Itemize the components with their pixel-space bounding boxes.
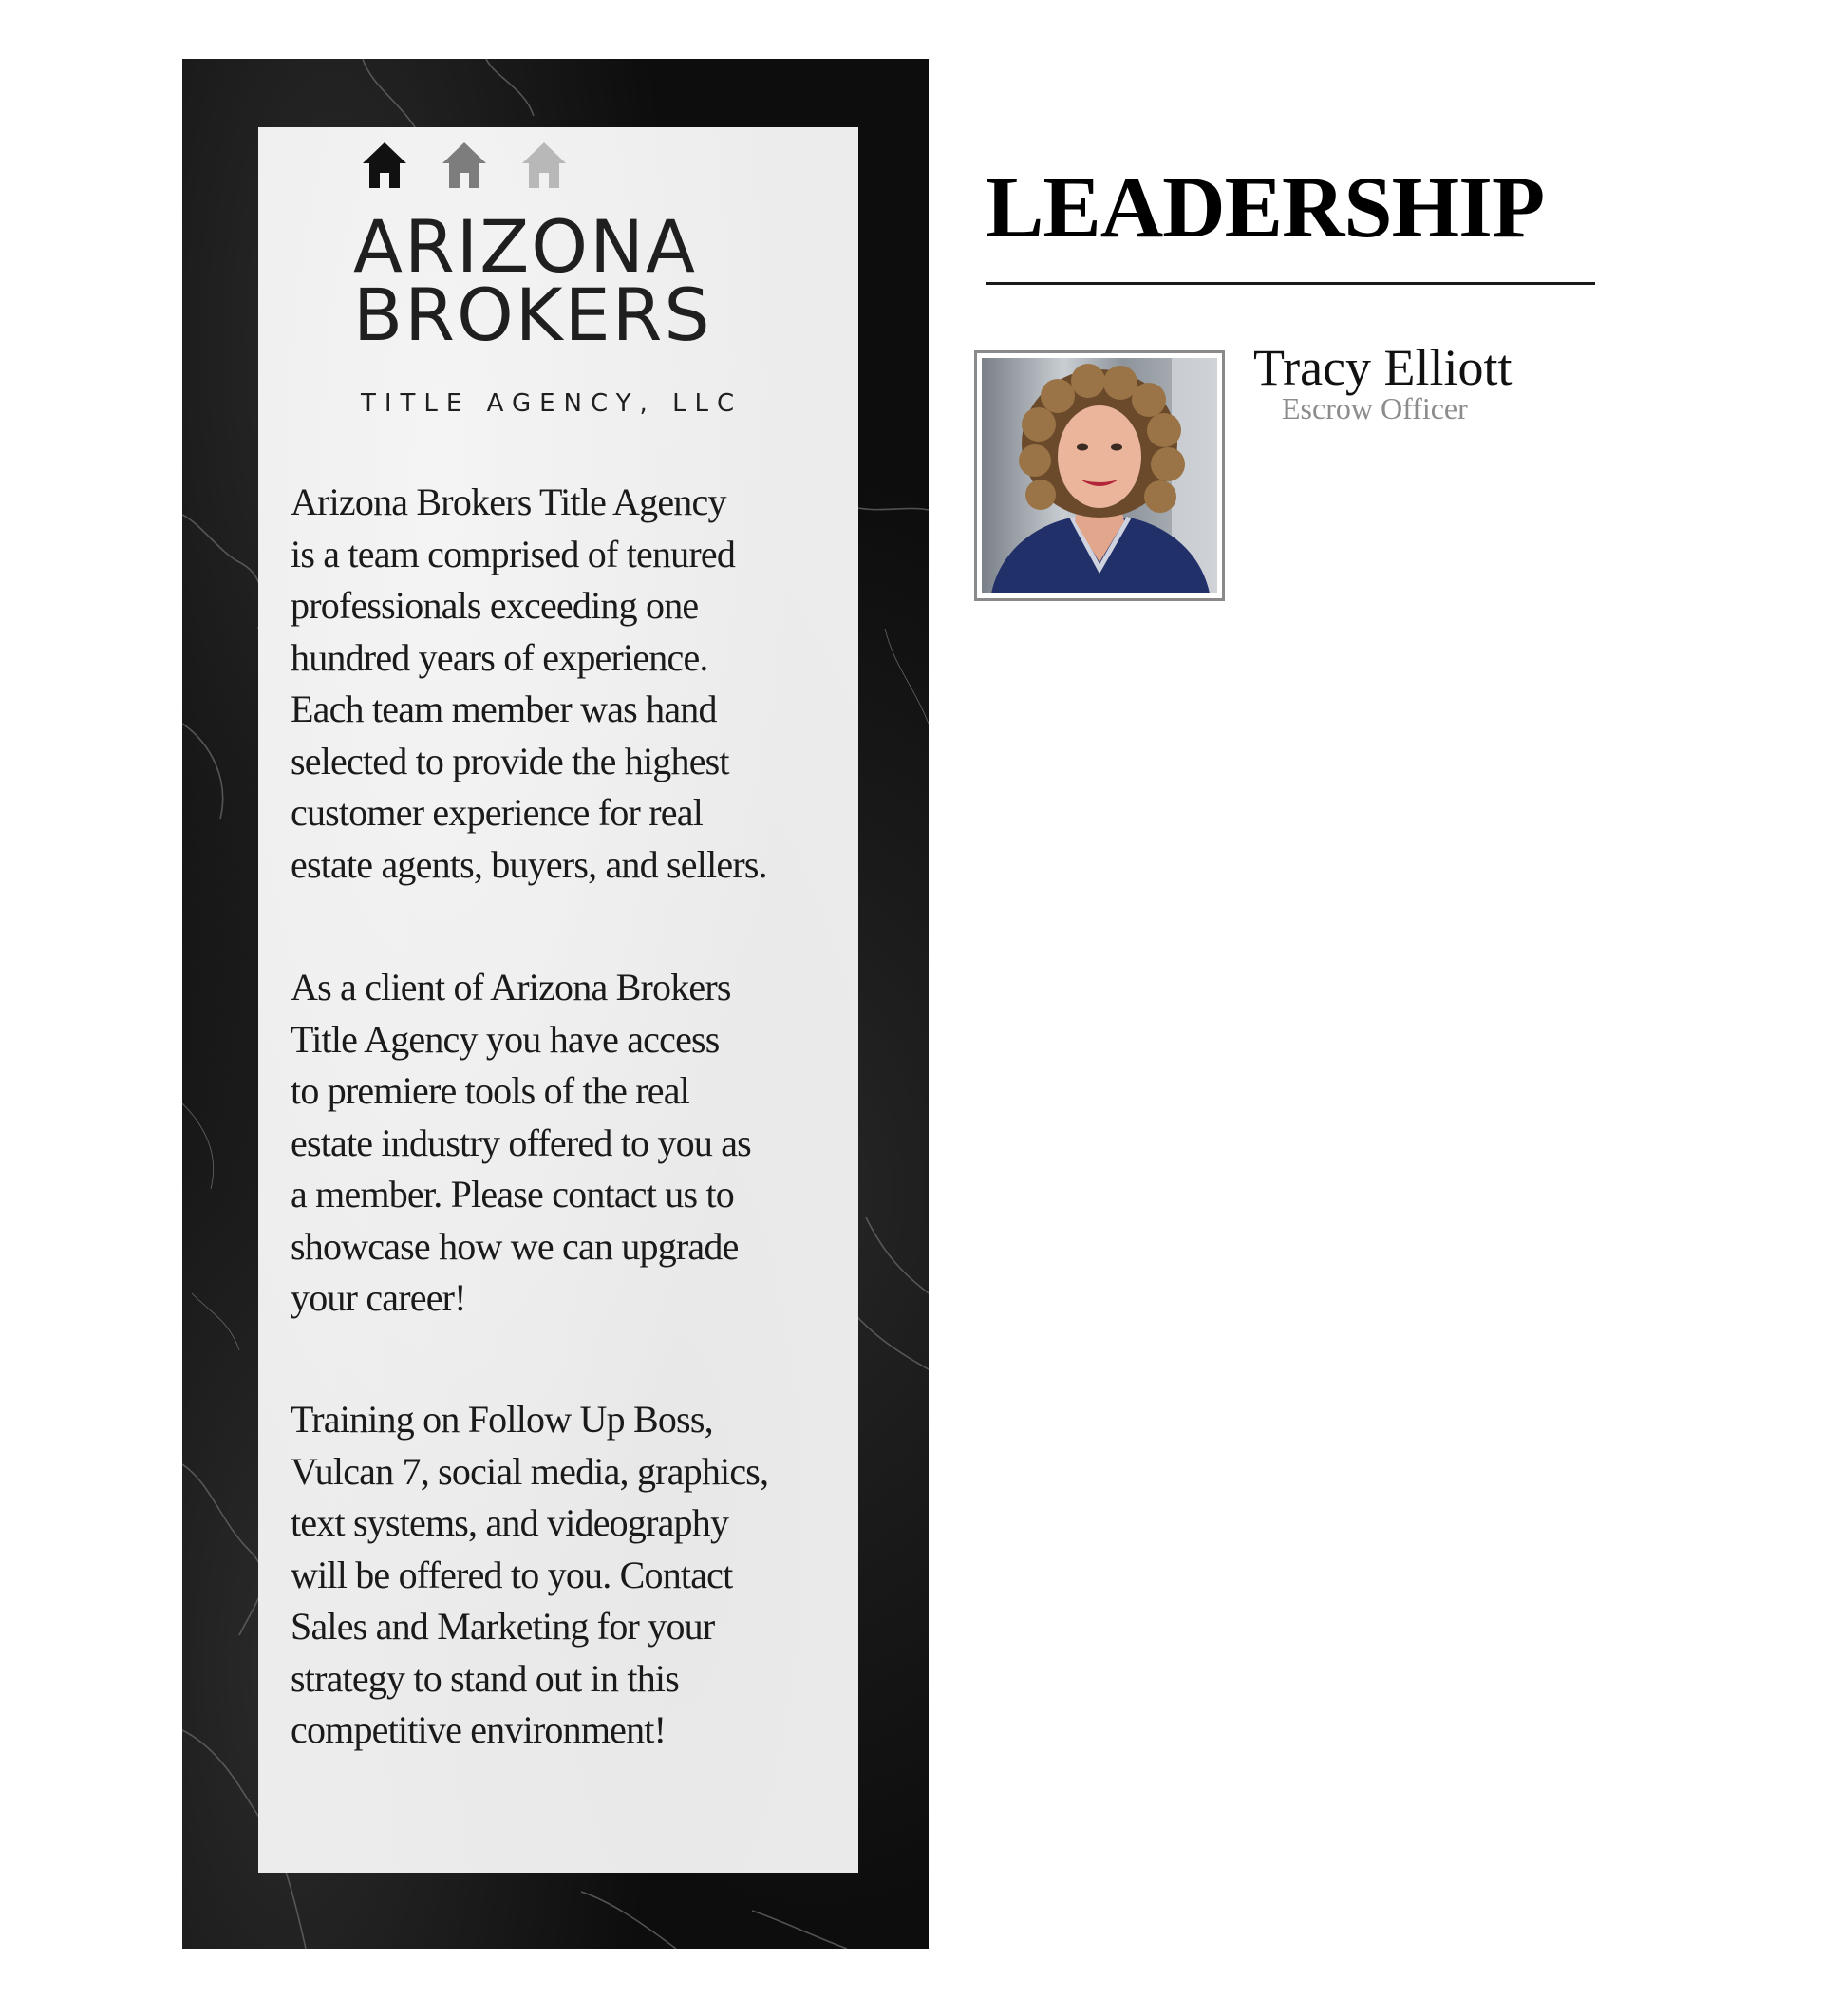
intro-paragraph-2: [291, 962, 851, 1325]
brand-name-line2: BROKERS: [353, 273, 712, 357]
brand-name-line1: ARIZONA: [353, 204, 697, 289]
leader-title: Escrow Officer: [1282, 391, 1468, 425]
text-line: selected to provide the highest: [291, 739, 729, 782]
text-line: showcase how we can upgrade: [291, 1224, 739, 1268]
intro-paragraph-1: [291, 477, 851, 891]
text-line: to premiere tools of the real: [291, 1069, 689, 1112]
text-line: estate agents, buyers, and sellers.: [291, 842, 767, 886]
intro-paragraph-3: [291, 1394, 851, 1757]
text-line: is a team comprised of tenured: [291, 532, 736, 575]
leadership-heading: LEADERSHIP: [986, 159, 1545, 255]
heading-divider: [986, 282, 1595, 285]
house-icon-dark: [361, 141, 408, 190]
text-line: Sales and Marketing for your: [291, 1605, 715, 1648]
text-line: Title Agency you have access: [291, 1017, 720, 1061]
text-line: Arizona Brokers Title Agency: [291, 480, 726, 523]
text-line: Training on Follow Up Boss,: [291, 1398, 713, 1441]
text-line: strategy to stand out in this: [291, 1656, 679, 1700]
house-icon-light: [520, 141, 568, 190]
text-line: will be offered to you. Contact: [291, 1553, 733, 1596]
text-line: Vulcan 7, social media, graphics,: [291, 1449, 769, 1493]
text-line: your career!: [291, 1276, 466, 1319]
leader-photo: [974, 350, 1225, 601]
leader-name: Tracy Elliott: [1253, 339, 1513, 396]
house-icons-row: [361, 141, 570, 194]
text-line: customer experience for real: [291, 791, 704, 834]
brand-subtitle: TITLE AGENCY, LLC: [361, 389, 743, 418]
brand-name: [353, 204, 790, 357]
house-icon-medium: [441, 141, 488, 190]
text-line: text systems, and videography: [291, 1501, 729, 1544]
text-line: Each team member was hand: [291, 688, 717, 730]
text-line: estate industry offered to you as: [291, 1121, 751, 1164]
text-line: a member. Please contact us to: [291, 1173, 734, 1215]
text-line: hundred years of experience.: [291, 635, 708, 679]
text-line: professionals exceeding one: [291, 584, 699, 627]
text-line: competitive environment!: [291, 1708, 667, 1751]
text-line: As a client of Arizona Brokers: [291, 966, 731, 1008]
portrait-image: [982, 358, 1217, 593]
